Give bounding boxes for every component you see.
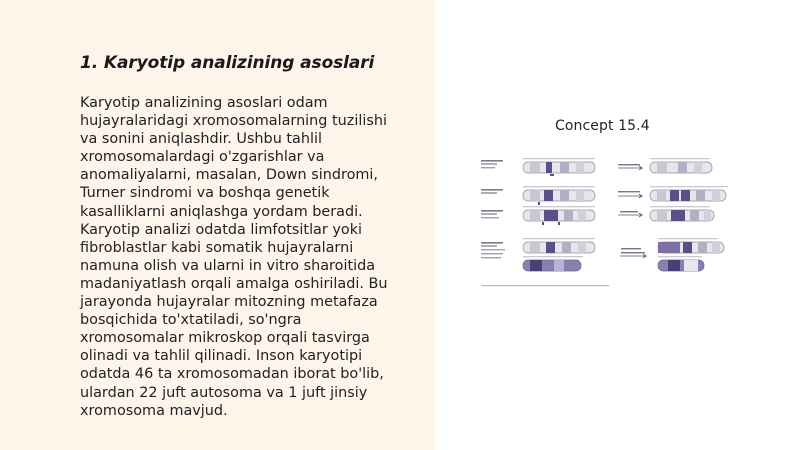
body-line: ulardan 22 juft autosoma va 1 juft jinsiy <box>80 384 368 401</box>
inversion-row <box>481 206 714 225</box>
body-line: odatda 46 ta xromosomadan iborat bo'lib, <box>80 366 384 383</box>
body-line: anomaliyalarni, masalan, Down sindromi, <box>80 167 378 184</box>
body-line: xromosomalardagi o'zgarishlar va <box>80 149 325 166</box>
body-line: Karyotip analizining asoslari odam <box>80 95 328 111</box>
body-line: madaniyatlash orqali amalga oshiriladi. Bu <box>80 275 388 292</box>
body-line: namuna olish va ularni in vitro sharoitida <box>80 257 376 274</box>
body-line: bosqichida to'xtatiladi, so'ngra <box>80 312 302 329</box>
body-line: hujayralaridagi xromosomalarning tuzilishi <box>80 113 387 130</box>
body-line: jarayonda hujayralar mitozning metafaza <box>80 294 378 311</box>
body-line: xromosoma mavjud. <box>80 402 228 419</box>
body-line: kasalliklarni aniqlashga yordam beradi. <box>80 203 363 220</box>
translocation-row <box>481 238 724 271</box>
body-line: fibroblastlar kabi somatik hujayralarni <box>80 239 354 256</box>
body-line: Turner sindromi va boshqa genetik <box>80 185 330 202</box>
figure-footer-line <box>481 285 609 286</box>
body-line: Karyotip analizi odatda limfotsitlar yoki <box>80 221 363 238</box>
body-line: va sonini aniqlashdir. Ushbu tahlil <box>80 131 322 148</box>
slide-heading: 1. Karyotip analizining asoslari <box>80 53 375 73</box>
body-line: olinadi va tahlil qilinadi. Inson karyotipi <box>80 348 363 365</box>
deletion-row <box>481 158 712 176</box>
figure-caption: Concept 15.4 <box>555 118 650 134</box>
chromosome-alteration-figure <box>478 152 728 290</box>
duplication-row <box>481 186 728 205</box>
body-line: xromosomalar mikroskop orqali tasvirga <box>80 330 370 347</box>
slide-body-text <box>80 94 425 420</box>
